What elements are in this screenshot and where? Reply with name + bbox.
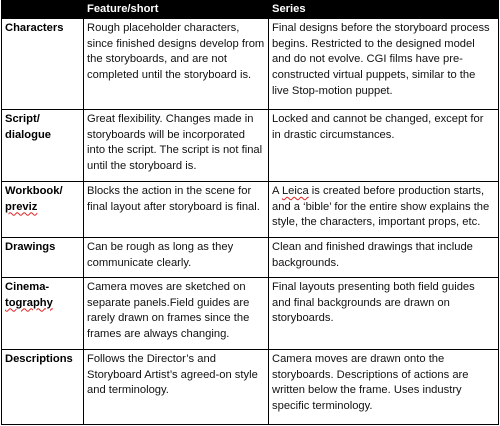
row-label-text: Descriptions xyxy=(5,353,73,365)
feature-cell: Rough placeholder characters, since finished designs develop from the storyboards, and are not completed until the storyboard is. xyxy=(84,19,269,110)
row-label-text: Cinema- xyxy=(5,281,50,293)
feature-cell: Camera moves are sketched on separate panels.Field guides are rarely drawn on frames since the frames are always changing. xyxy=(84,278,269,350)
row-label xyxy=(2,238,84,278)
series-cell: Final layouts presenting both field guides and final backgrounds are drawn on storyboards. xyxy=(269,278,499,350)
row-label-text: Workbook/ xyxy=(5,185,63,197)
row-label xyxy=(2,19,84,110)
row-label xyxy=(2,182,84,238)
row-label-text: Characters xyxy=(5,22,64,34)
row-label xyxy=(2,278,84,350)
row-label-text: dialogue xyxy=(5,128,51,141)
series-text: is created before production starts, and a ‘bible’ for the entire show explains the style, the characters, important props, etc. xyxy=(272,185,490,229)
header-row xyxy=(2,1,499,19)
series-cell: Locked and cannot be changed, except for in drastic circumstances. xyxy=(269,110,499,182)
row-label-text: Drawings xyxy=(5,241,56,253)
table-row-cinematography xyxy=(2,278,499,350)
row-label-text: tography xyxy=(5,296,53,309)
table-row-workbook-previz xyxy=(2,182,499,238)
feature-cell: Blocks the action in the scene for final layout after storyboard is final. xyxy=(84,182,269,238)
table-row-script-dialogue xyxy=(2,110,499,182)
feature-cell: Follows the Director’s and Storyboard Artist’s agreed-on style and terminology. xyxy=(84,350,269,425)
feature-cell: Can be rough as long as they communicate clearly. xyxy=(84,238,269,278)
header-feature-short: Feature/short xyxy=(84,1,269,19)
header-blank-cell xyxy=(2,1,84,19)
series-cell: Camera moves are drawn onto the storyboards. Descriptions of actions are written below the frame. Uses industry specific terminology. xyxy=(269,350,499,425)
table-row-characters xyxy=(2,19,499,110)
comparison-table xyxy=(1,0,499,425)
series-cell xyxy=(269,182,499,238)
series-text: A xyxy=(272,185,282,197)
series-cell: Final designs before the storyboard process begins. Restricted to the designed model and do not evolve. CGI films have pre-constructed virtual puppets, similar to the live Stop-motion puppet. xyxy=(269,19,499,110)
header-series: Series xyxy=(269,1,499,19)
row-label-text: Script/ xyxy=(5,113,40,125)
series-cell: Clean and finished drawings that include backgrounds. xyxy=(269,238,499,278)
feature-cell: Great flexibility. Changes made in storyboards will be incorporated into the script. The script is not final until the storyboard is. xyxy=(84,110,269,182)
table-row-drawings xyxy=(2,238,499,278)
row-label xyxy=(2,110,84,182)
row-label-text: previz xyxy=(5,200,38,213)
row-label xyxy=(2,350,84,425)
series-text-leica: Leica xyxy=(281,185,309,197)
table-row-descriptions xyxy=(2,350,499,425)
